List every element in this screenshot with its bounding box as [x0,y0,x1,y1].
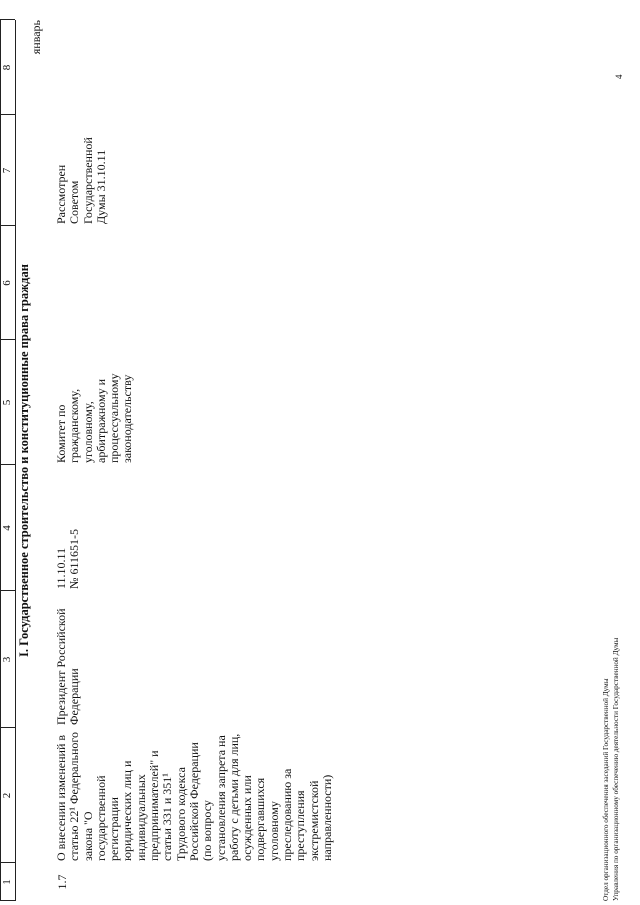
row-initiator: Президент Российской Федерации [54,608,82,725]
column-number-row-border [15,20,16,901]
column-number: 6 [1,280,13,286]
column-number: 8 [1,64,13,71]
column-number: 2 [1,792,13,799]
column-number: 7 [1,167,13,174]
footer-line-2: Управления по организационному обеспечению деятельности Государственной Думы [612,637,620,901]
row-number: 1.7 [55,874,69,890]
row-title: О внесении изменений в статью 22¹ Федерального закона "О государственной регистрации юридических лиц и индивидуальных предпринимателей" и статьи 331 и 351¹ Трудового кодекса Российской Федерации (по вопросу установления запрета на работу с детьми для лиц, осужденных или подвергавшихся уголовному преследованию за преступления экстремистской направленности) [54,731,334,861]
row-term: январь [29,20,43,55]
section-title: I. Государственное строительство и конституционные права граждан [17,264,31,657]
footer-line-1: Отдел организационного обеспечения заседаний Государственной Думы [602,678,610,901]
column-number: 4 [1,525,13,531]
row-status: Рассмотрен Советом Государственной Думы 31.10.11 [54,137,108,224]
column-number: 5 [1,399,13,406]
column-number: 1 [1,879,13,885]
column-number: 3 [1,656,13,663]
row-registration: 11.10.11 № 611651-5 [54,529,82,589]
page-number: 4 [614,74,624,79]
row-committee: Комитет по гражданскому, уголовному, арбитражному и процессуальному законодательству [54,373,135,463]
